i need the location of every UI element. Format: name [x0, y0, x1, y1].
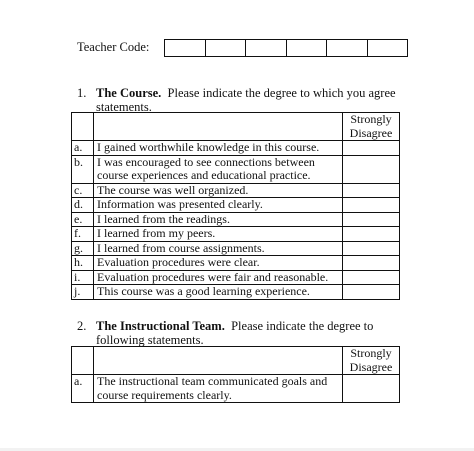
section-1-heading [77, 86, 467, 114]
section-2-title: The Instructional Team. [96, 319, 225, 333]
row-letter: e. [72, 212, 94, 227]
table-header-row [72, 347, 400, 375]
teacher-code-box[interactable] [327, 40, 368, 56]
row-letter: a. [72, 141, 94, 156]
header-letter-cell [72, 113, 94, 141]
row-letter: f. [72, 227, 94, 242]
section-1-prompt-continued: statements. [96, 100, 152, 114]
section-1-table [71, 112, 400, 300]
strongly-disagree-response-cell[interactable] [343, 256, 400, 271]
strongly-disagree-response-cell[interactable] [343, 375, 400, 403]
header-statement-cell [94, 113, 343, 141]
strongly-disagree-response-cell[interactable] [343, 198, 400, 213]
table-row [72, 227, 400, 242]
table-row [72, 183, 400, 198]
row-statement: This course was a good learning experience. [94, 285, 343, 300]
strongly-disagree-response-cell[interactable] [343, 241, 400, 256]
row-letter: i. [72, 270, 94, 285]
section-1-title: The Course. [96, 86, 162, 100]
strongly-disagree-response-cell[interactable] [343, 212, 400, 227]
row-statement: I learned from course assignments. [94, 241, 343, 256]
table-row [72, 285, 400, 300]
row-statement: I learned from my peers. [94, 227, 343, 242]
row-letter: g. [72, 241, 94, 256]
strongly-disagree-header: Strongly Disagree [343, 113, 400, 141]
section-2-number: 2. [77, 319, 87, 333]
teacher-code-box[interactable] [206, 40, 247, 56]
table-row [72, 212, 400, 227]
teacher-code-label: Teacher Code: [77, 40, 150, 54]
teacher-code-box[interactable] [368, 40, 408, 56]
row-statement: The course was well organized. [94, 183, 343, 198]
row-statement: Evaluation procedures were fair and reasonable. [94, 270, 343, 285]
strongly-disagree-response-cell[interactable] [343, 285, 400, 300]
row-statement: I gained worthwhile knowledge in this course. [94, 141, 343, 156]
section-2-table [71, 346, 400, 403]
row-letter: a. [72, 375, 94, 403]
strongly-disagree-response-cell[interactable] [343, 183, 400, 198]
section-2-heading [77, 319, 467, 347]
table-row [72, 198, 400, 213]
teacher-code-box[interactable] [165, 40, 206, 56]
section-2-prompt-continued: following statements. [96, 333, 204, 347]
strongly-disagree-response-cell[interactable] [343, 270, 400, 285]
teacher-code-box[interactable] [246, 40, 287, 56]
header-statement-cell [94, 347, 343, 375]
table-row [72, 141, 400, 156]
row-letter: b. [72, 155, 94, 183]
teacher-code-box[interactable] [287, 40, 328, 56]
row-statement: Evaluation procedures were clear. [94, 256, 343, 271]
row-statement: The instructional team communicated goals and course requirements clearly. [94, 375, 343, 403]
row-letter: c. [72, 183, 94, 198]
row-letter: d. [72, 198, 94, 213]
table-row [72, 155, 400, 183]
strongly-disagree-response-cell[interactable] [343, 155, 400, 183]
strongly-disagree-response-cell[interactable] [343, 141, 400, 156]
row-letter: h. [72, 256, 94, 271]
header-letter-cell [72, 347, 94, 375]
row-statement: I was encouraged to see connections between course experiences and educational practice. [94, 155, 343, 183]
section-2-prompt: Please indicate the degree to [231, 319, 374, 333]
strongly-disagree-response-cell[interactable] [343, 227, 400, 242]
teacher-code-boxes [164, 39, 408, 57]
row-letter: j. [72, 285, 94, 300]
table-row [72, 375, 400, 403]
strongly-disagree-header: Strongly Disagree [343, 347, 400, 375]
section-1-prompt: Please indicate the degree to which you agree [167, 86, 396, 100]
section-1-number: 1. [77, 86, 87, 100]
row-statement: I learned from the readings. [94, 212, 343, 227]
table-header-row [72, 113, 400, 141]
table-row [72, 256, 400, 271]
table-row [72, 241, 400, 256]
table-row [72, 270, 400, 285]
row-statement: Information was presented clearly. [94, 198, 343, 213]
